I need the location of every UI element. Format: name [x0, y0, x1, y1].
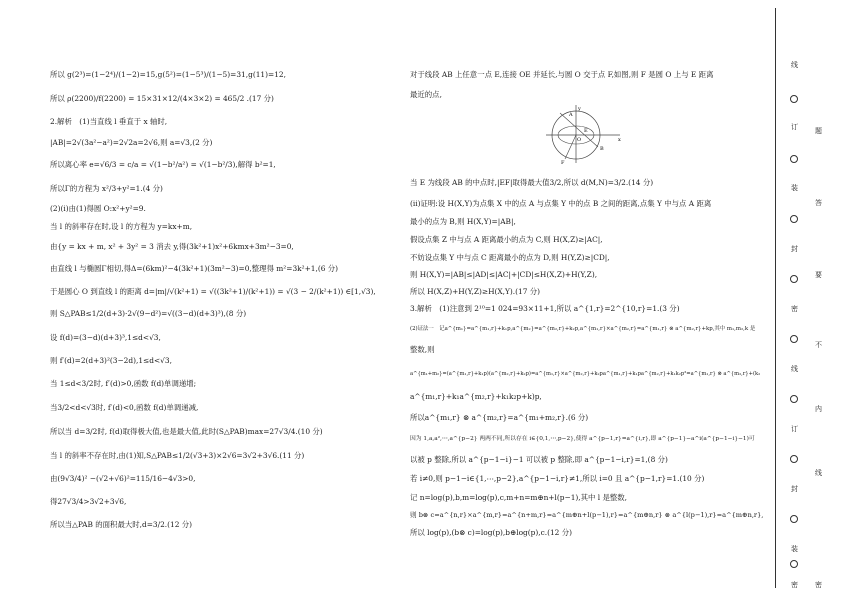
binding-mark: 要	[815, 271, 822, 279]
text-line: 当 l 的斜率存在时,设 l 的方程为 y=kx+m,	[50, 222, 193, 231]
text-line: (2)证法一 记a^{m₁}=a^{m₁,r}+k₁p,a^{m₂}=a^{m₂,r}+k₂p,a^{m₁,r}×a^{m₂,r}=a^{m₁,r} ⊗ a^{m₂,r}+kp,其中 m₁,m₂,k 是	[410, 326, 756, 332]
text-line: 假设点集 Z 中与点 A 距离最小的点为 C,则 H(X,Z)≥|AC|,	[410, 235, 603, 244]
text-line: 不妨设点集 Y 中与点 C 距离最小的点为 D,则 H(Y,Z)≥|CD|,	[410, 253, 610, 262]
text-line: 最小的点为 B,则 H(X,Y)=|AB|,	[410, 217, 516, 226]
text-line: 3.解析 (1)注意到 2¹⁰=1 024=93×11+1,所以 a^{1,r}=2^{10,r}=1.(3 分)	[410, 304, 680, 313]
text-line: 当3/2<d<√3时, f′(d)<0,函数 f(d)单调递减,	[50, 403, 199, 412]
binding-mark: 密	[791, 581, 798, 589]
binding-mark: 封	[791, 245, 798, 253]
text-line: 最近的点,	[410, 90, 442, 99]
binding-mark: 内	[815, 405, 822, 413]
text-line: 所以a^{m₁,r} ⊗ a^{m₂,r}=a^{m₁+m₂,r}.(6 分)	[410, 413, 589, 422]
figure-label: y	[578, 106, 581, 112]
text-line: 所以离心率 e=√6/3 = c/a = √(1−b²/a²) = √(1−b²/3),解得 b²=1,	[50, 160, 276, 169]
figure-label: A	[569, 112, 573, 118]
binding-hole	[790, 275, 798, 283]
text-line: 因为 1,a,a²,⋯,a^{p−2} 两两不同,所以存在 i∈{0,1,⋯,p−2},使得 a^{p−1,r}=a^{i,r},即 a^{p−1}−a^i(a^{p−1−i}−1)可	[410, 436, 755, 442]
text-line: 所以 H(X,Z)+H(Y,Z)≥H(X,Y).(17 分)	[410, 287, 541, 296]
binding-hole	[790, 155, 798, 163]
text-line: 所以当 d=3/2时, f(d)取得极大值,也是最大值,此时(S△PAB)max=27√3/4.(10 分)	[50, 427, 323, 436]
binding-hole	[790, 515, 798, 523]
binding-mark: 密	[815, 581, 822, 589]
text-line: 若 i≠0,则 p−1−i∈{1,⋯,p−2},a^{p−1−i,r}≠1,所以 i=0 且 a^{p−1,r}=1.(10 分)	[410, 474, 705, 483]
binding-mark: 订	[791, 425, 798, 433]
figure-label: O	[577, 137, 582, 143]
binding-mark: 题	[815, 127, 822, 135]
geometry-figure	[540, 103, 624, 165]
text-line: 所以Γ的方程为 x²/3+y²=1.(4 分)	[50, 184, 163, 193]
binding-mark: 订	[791, 123, 798, 131]
binding-hole	[790, 560, 798, 568]
binding-mark: 装	[791, 545, 798, 553]
binding-strip	[775, 0, 860, 608]
binding-mark: 答	[815, 199, 822, 207]
text-line: 则 f′(d)=2(d+3)²(3−2d),1≤d<√3,	[50, 356, 172, 365]
text-line: 所以当△PAB 的面积最大时,d=3/2.(12 分)	[50, 520, 193, 529]
text-line: 当 E 为线段 AB 的中点时,|EF|取得最大值3/2,所以 d(M,N)=3/2.(14 分)	[410, 178, 654, 187]
text-line: (ii)证明:设 H(X,Y)为点集 X 中的点 A 与点集 Y 中的点 B 之间的距离,点集 Y 中与点 A 距离	[410, 199, 712, 208]
binding-hole	[790, 95, 798, 103]
text-line: 由直线 l 与椭圆Γ相切,得Δ=(6km)²−4(3k²+1)(3m²−3)=0,整理得 m²=3k²+1,(6 分)	[50, 264, 339, 273]
binding-mark: 线	[815, 469, 822, 477]
binding-mark: 线	[791, 61, 798, 69]
text-line: a^{m₁,r}+k₁a^{m₂,r}+k₁k₂p+k)p,	[410, 392, 542, 401]
text-line: 得27√3/4>3√2+3√6,	[50, 497, 127, 506]
binding-mark: 装	[791, 184, 798, 192]
binding-hole	[790, 335, 798, 343]
text-line: 由{y = kx + m, x² + 3y² = 3 消去 y,得(3k²+1)x²+6kmx+3m²−3=0,	[50, 242, 294, 251]
text-line: a^{m₁+m₂}=(a^{m₁,r}+k₁p)(a^{m₂,r}+k₂p)=a^{m₁,r}×a^{m₂,r}+k₂pa^{m₁,r}+k₁pa^{m₂,r}+k₁k₂p²=a^{m₁,r} ⊗ a^{m₂,r}+(k₂	[410, 371, 761, 377]
binding-hole	[790, 455, 798, 463]
text-line: 于是圆心 O 到直线 l 的距离 d=|m|/√(k²+1) = √((3k²+1)/(k²+1)) = √(3 − 2/(k²+1)) ∈[1,√3),	[50, 287, 376, 296]
segment-ef	[565, 135, 576, 159]
text-line: 2.解析 (1)当直线 l 垂直于 x 轴时,	[50, 117, 168, 126]
text-line: 所以 log(p),(b⊗ c)=log(p),b⊕log(p),c.(12 分)	[410, 528, 572, 537]
binding-mark: 线	[791, 365, 798, 373]
figure-label: F	[561, 160, 565, 165]
text-line: 则 S△PAB≤1/2(d+3)·2√(9−d²)=√((3−d)(d+3)³),(8 分)	[50, 309, 247, 318]
figure-label: E	[584, 128, 588, 134]
text-line: 对于线段 AB 上任意一点 E,连接 OE 并延长,与圆 O 交于点 F,如图,则 F 是圆 O 上与 E 距离	[410, 70, 714, 79]
text-line: 当 1≤d<3/2时, f′(d)>0,函数 f(d)单调递增;	[50, 379, 197, 388]
figure-label: B	[600, 146, 604, 152]
text-line: 整数,则	[410, 345, 435, 354]
text-line: 所以 ρ(2200)/f(2200) = 15×31×12/(4×3×2) = 465/2 .(17 分)	[50, 94, 274, 103]
binding-hole	[790, 215, 798, 223]
binding-mark: 密	[791, 305, 798, 313]
text-line: 所以 g(2³)=(1−2⁴)/(1−2)=15,g(5²)=(1−5³)/(1−5)=31,g(11)=12,	[50, 70, 286, 79]
text-line: 以被 p 整除,所以 a^{p−1−i}−1 可以被 p 整除,即 a^{p−1−i,r}=1,(8 分)	[410, 455, 668, 464]
binding-mark: 不	[815, 341, 822, 349]
text-line: 由(9√3/4)² −(√2+√6)²=115/16−4√3>0,	[50, 474, 196, 483]
text-line: (2)(i)由(1)得圆 O:x²+y²=9.	[50, 204, 146, 213]
binding-line	[775, 8, 776, 588]
text-line: 则 b⊗ c=a^{n,r}×a^{m,r}=a^{n+m,r}=a^{m⊕n+l(p−1),r}=a^{m⊕n,r} ⊗ a^{l(p−1),r}=a^{m⊕n,r},	[410, 511, 764, 519]
text-line: 则 H(X,Y)=|AB|≤|AD|≤|AC|+|CD|≤H(X,Z)+H(Y,Z),	[410, 270, 598, 279]
text-line: 当 l 的斜率不存在时,由(1)知,S△PAB≤1/2(√3+3)×2√6=3√2+3√6.(11 分)	[50, 451, 305, 460]
binding-hole	[790, 395, 798, 403]
text-line: 设 f(d)=(3−d)(d+3)³,1≤d<√3,	[50, 333, 161, 342]
text-line: 记 n=log(p),b,m=log(p),c,m+n=m⊕n+l(p−1),其中 l 是整数,	[410, 493, 628, 502]
binding-mark: 封	[791, 485, 798, 493]
figure-label: x	[618, 137, 621, 143]
text-line: |AB|=2√(3a²−a²)=2√2a=2√6,则 a=√3,(2 分)	[50, 138, 213, 147]
